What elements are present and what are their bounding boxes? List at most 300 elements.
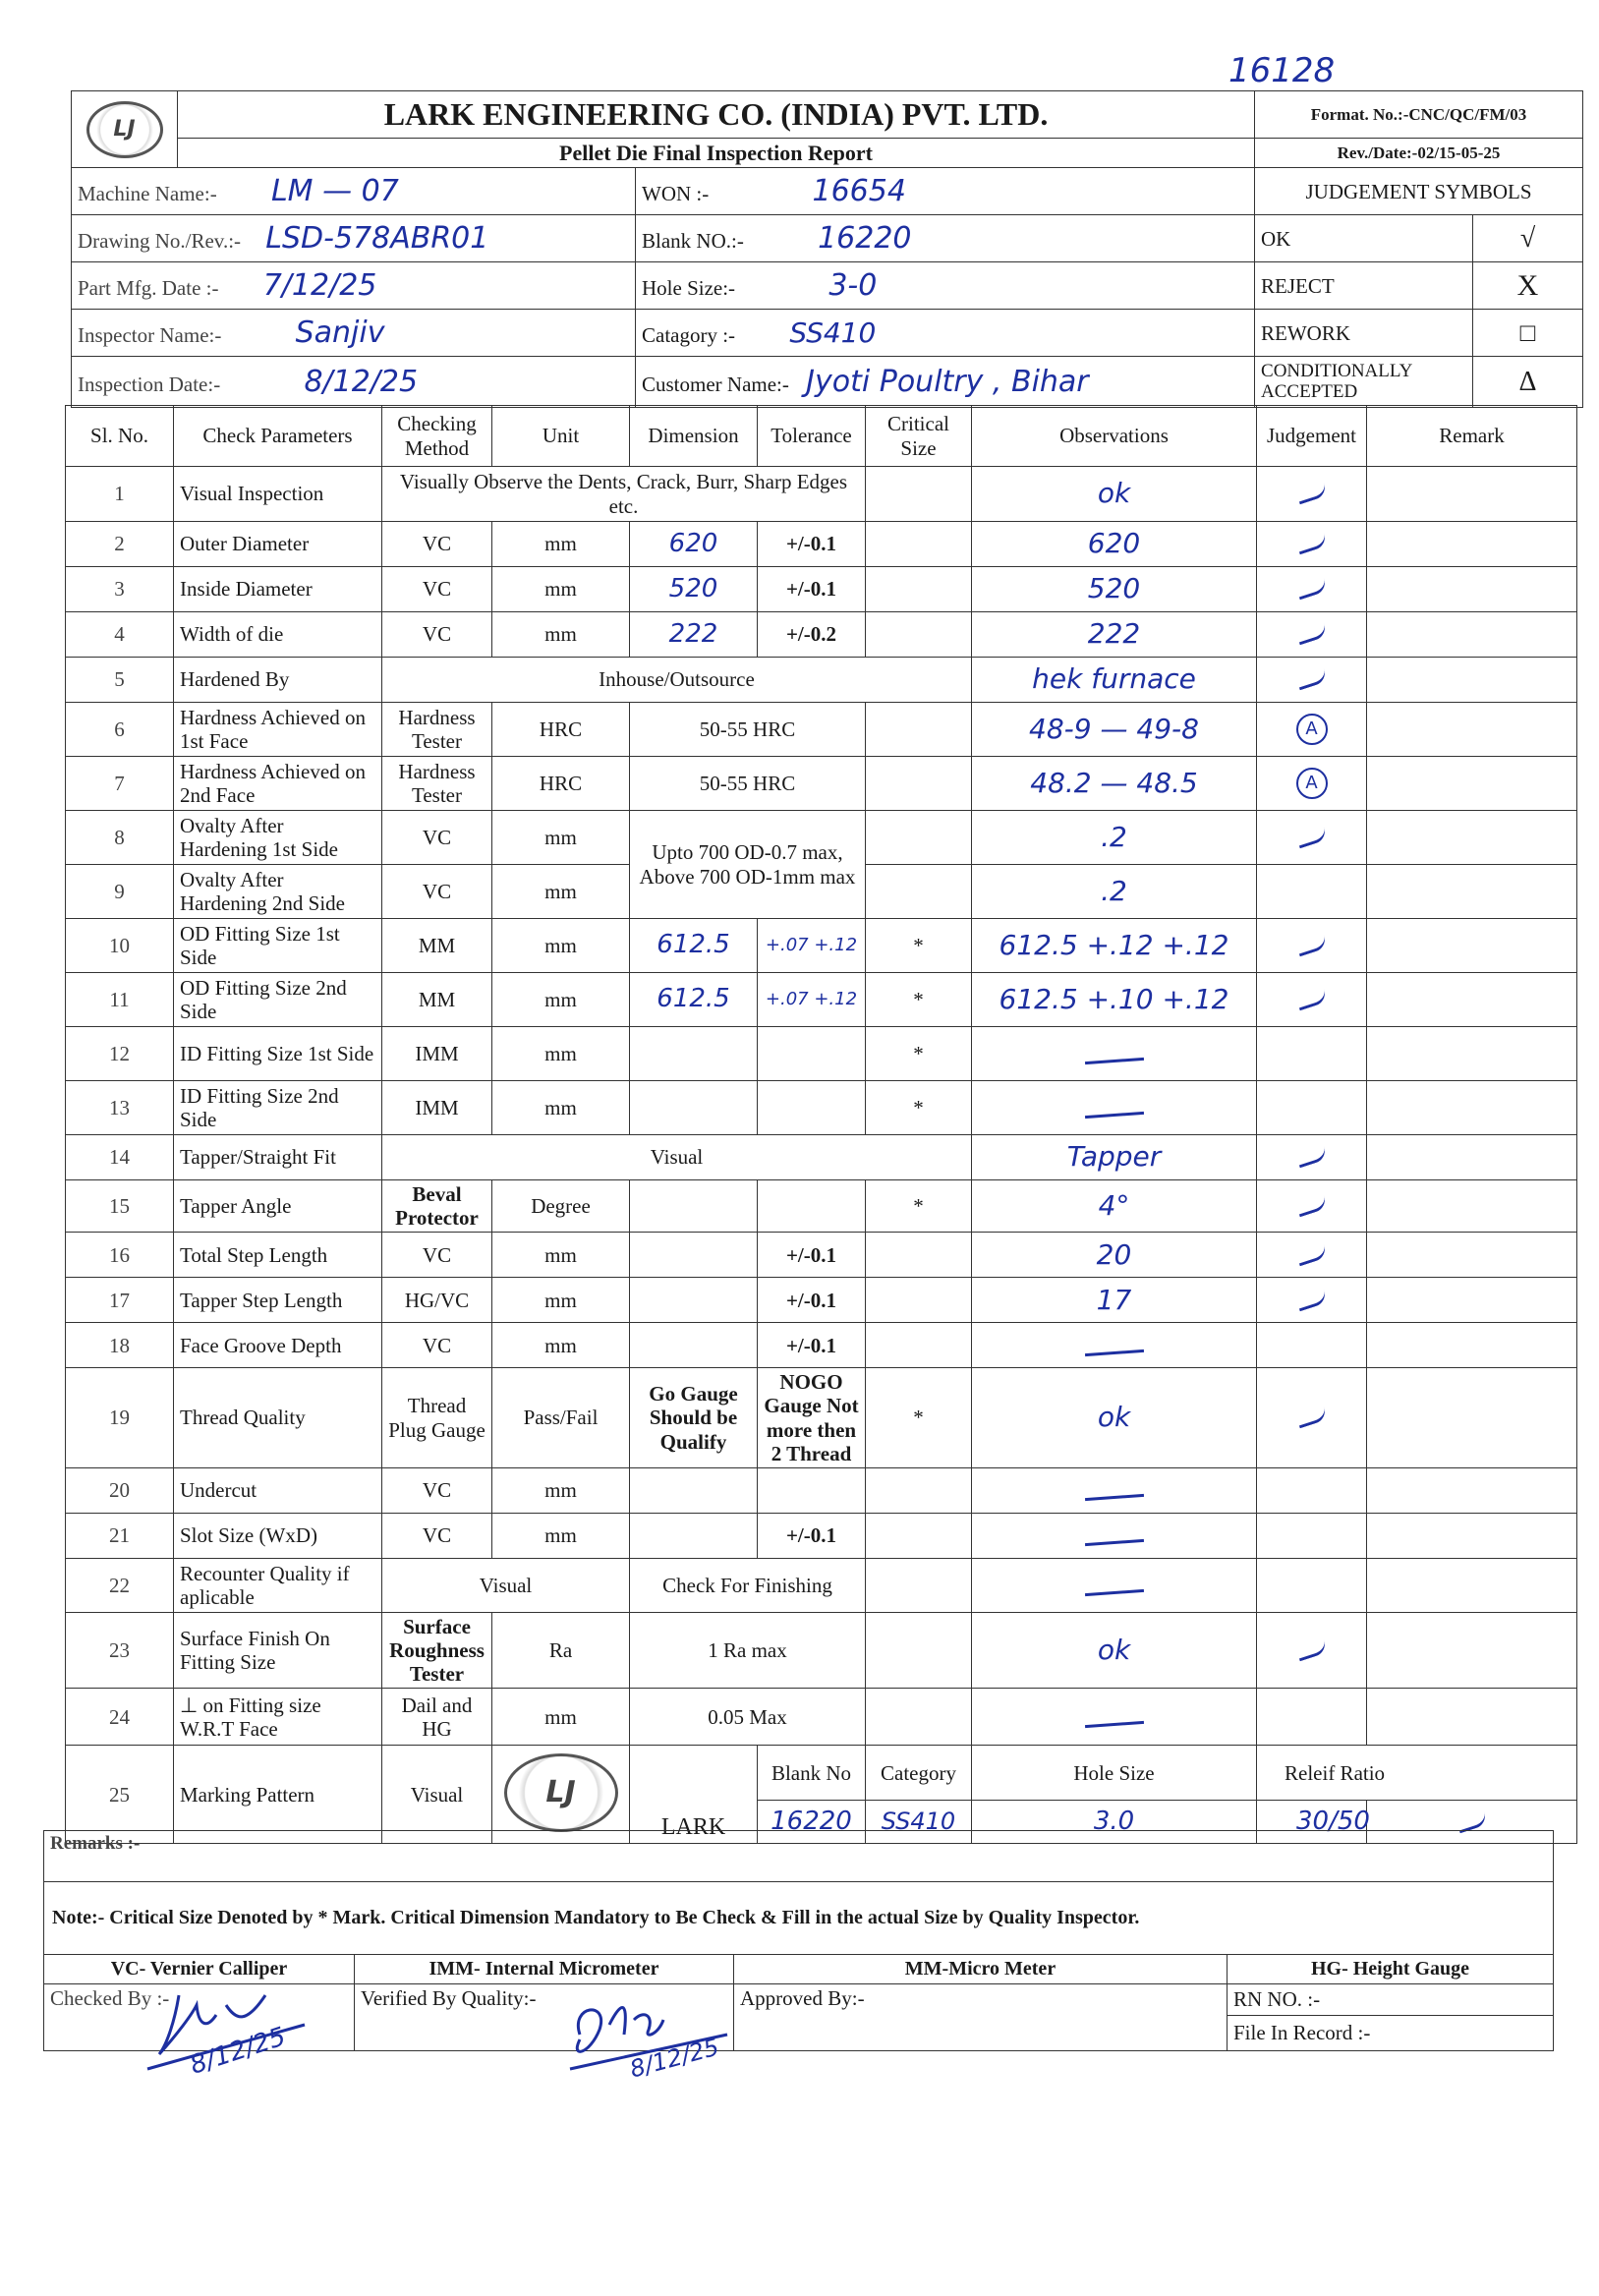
row-observation: 612.5 +.10 +.12: [972, 973, 1257, 1027]
col-header: Check Parameters: [174, 406, 382, 467]
check-mark-icon: [1295, 579, 1328, 601]
row-unit: mm: [492, 973, 630, 1027]
row-parameter: Undercut: [174, 1467, 382, 1513]
report-title: Pellet Die Final Inspection Report: [178, 139, 1255, 168]
row-unit: mm: [492, 1689, 630, 1746]
table-row: [66, 1558, 1577, 1612]
row-dimension: [630, 1323, 758, 1368]
verified-by-label: Verified By Quality:-: [361, 1986, 537, 2010]
row-judgement: [1257, 1612, 1367, 1688]
symbol-label-ok: OK: [1255, 215, 1473, 262]
row-number: 23: [66, 1612, 174, 1688]
row-dimension: 612.5: [630, 919, 758, 973]
row-dimension: [630, 1513, 758, 1558]
row-number: 8: [66, 811, 174, 865]
row-dimension: [630, 1081, 758, 1135]
row-remark: [1367, 1278, 1577, 1323]
won-field: [636, 168, 1255, 215]
row-number: 16: [66, 1233, 174, 1278]
row-number: 22: [66, 1558, 174, 1612]
row-observation: 222: [972, 612, 1257, 658]
machine-name-field: [72, 168, 636, 215]
row-judgement: [1257, 973, 1367, 1027]
check-mark-icon: [1295, 669, 1328, 691]
part-mfg-date-value: 7/12/25: [262, 267, 377, 303]
row-observation: [972, 1323, 1257, 1368]
row-parameter: OD Fitting Size 2nd Side: [174, 973, 382, 1027]
symbol-label-reject: REJECT: [1255, 262, 1473, 310]
inspector-name-label: Inspector Name:-: [78, 322, 222, 347]
row-remark: [1367, 1558, 1577, 1612]
inspector-name-field: [72, 310, 636, 357]
row-observation: 48-9 — 49-8: [972, 703, 1257, 757]
row-method: VC: [382, 1467, 492, 1513]
checked-by-date: 8/12/25: [186, 2022, 290, 2081]
row-observation: .2: [972, 811, 1257, 865]
row-number: 25: [66, 1746, 174, 1844]
row-number: 3: [66, 567, 174, 612]
row-remark: [1367, 865, 1577, 919]
row-remark: [1367, 1323, 1577, 1368]
row-unit: mm: [492, 1081, 630, 1135]
row-remark: [1367, 1135, 1577, 1180]
row-critical: [866, 811, 972, 865]
table-row: [66, 1323, 1577, 1368]
row-remark: [1367, 1368, 1577, 1468]
row-dimension: 222: [630, 612, 758, 658]
row-critical: *: [866, 1180, 972, 1233]
row-judgement: [1257, 1467, 1367, 1513]
row-method: VC: [382, 612, 492, 658]
row-dimension: 520: [630, 567, 758, 612]
row-observation: [972, 1689, 1257, 1746]
row-method: MM: [382, 919, 492, 973]
row-spec: 50-55 HRC: [630, 757, 866, 811]
table-row: [66, 1467, 1577, 1513]
row-number: 21: [66, 1513, 174, 1558]
row-number: 12: [66, 1027, 174, 1081]
row-unit: mm: [492, 919, 630, 973]
check-mark-icon: [1295, 1196, 1328, 1218]
row-judgement: [1257, 1081, 1367, 1135]
row-parameter: Slot Size (WxD): [174, 1513, 382, 1558]
row-spec: Visual: [382, 1135, 972, 1180]
blank-dash-mark: [1084, 1058, 1143, 1064]
row-number: 17: [66, 1278, 174, 1323]
row-dimension: 620: [630, 522, 758, 567]
row-critical: [866, 1323, 972, 1368]
row-spec: 50-55 HRC: [630, 703, 866, 757]
symbol-reject-icon: X: [1473, 262, 1583, 310]
table-row: [66, 1513, 1577, 1558]
row-observation: [972, 1467, 1257, 1513]
table-row: [66, 658, 1577, 703]
company-name: LARK ENGINEERING CO. (INDIA) PVT. LTD.: [178, 91, 1255, 139]
row-observation: [972, 1513, 1257, 1558]
row-observation: ok: [972, 467, 1257, 522]
row-method: Hardness Tester: [382, 757, 492, 811]
table-row: [66, 522, 1577, 567]
row-unit: HRC: [492, 703, 630, 757]
row-remark: [1367, 1689, 1577, 1746]
blank-no-field: [636, 215, 1255, 262]
symbol-label-conditional: CONDITIONALLY ACCEPTED: [1255, 357, 1473, 408]
row-unit: Pass/Fail: [492, 1368, 630, 1468]
check-mark-icon: [1295, 1147, 1328, 1169]
row-unit: mm: [492, 811, 630, 865]
blank-dash-mark: [1084, 1112, 1143, 1119]
verified-by-date: 8/12/25: [626, 2033, 722, 2084]
table-row: [66, 1689, 1577, 1746]
row-judgement: [1257, 1180, 1367, 1233]
row-parameter: Visual Inspection: [174, 467, 382, 522]
row-critical: [866, 567, 972, 612]
row-parameter: Hardened By: [174, 658, 382, 703]
won-label: WON :-: [642, 181, 710, 205]
row-judgement: [1257, 567, 1367, 612]
checked-by-signature: [138, 1976, 334, 2084]
blank-dash-mark: [1084, 1721, 1143, 1728]
row-dimension: Go Gauge Should be Qualify: [630, 1368, 758, 1468]
row-dimension: [630, 1278, 758, 1323]
row-judgement: [1257, 1233, 1367, 1278]
row-method: VC: [382, 1513, 492, 1558]
row-method: Hardness Tester: [382, 703, 492, 757]
row-remark: [1367, 811, 1577, 865]
row-number: 18: [66, 1323, 174, 1368]
check-mark-icon: [1295, 1640, 1328, 1662]
row-remark: [1367, 567, 1577, 612]
row-parameter: Tapper Angle: [174, 1180, 382, 1233]
row-tolerance: +/-0.1: [758, 1278, 866, 1323]
row-observation: Tapper: [972, 1135, 1257, 1180]
row-parameter: Total Step Length: [174, 1233, 382, 1278]
row-critical: [866, 757, 972, 811]
row-parameter: Face Groove Depth: [174, 1323, 382, 1368]
row-parameter: Recounter Quality if aplicable: [174, 1558, 382, 1612]
row-dimension: 612.5: [630, 973, 758, 1027]
row-critical: [866, 1467, 972, 1513]
circled-a-icon: A: [1296, 714, 1328, 745]
blank-dash-mark: [1084, 1539, 1143, 1546]
row-judgement: [1257, 919, 1367, 973]
row-number: 9: [66, 865, 174, 919]
col-header: Critical Size: [866, 406, 972, 467]
col-header: Judgement: [1257, 406, 1367, 467]
table-row: [66, 811, 1577, 865]
row-method: MM: [382, 973, 492, 1027]
row-parameter: Hardness Achieved on 1st Face: [174, 703, 382, 757]
col-header: Unit: [492, 406, 630, 467]
machine-name-label: Machine Name:-: [78, 181, 217, 205]
row-observation: 20: [972, 1233, 1257, 1278]
row-judgement: [1257, 1027, 1367, 1081]
row-critical: [866, 703, 972, 757]
row-tolerance: [758, 1027, 866, 1081]
check-mark-icon: [1295, 1407, 1328, 1429]
row-observation: 612.5 +.12 +.12: [972, 919, 1257, 973]
row-observation: .2: [972, 865, 1257, 919]
table-row: [66, 973, 1577, 1027]
row-judgement: [1257, 1368, 1367, 1468]
row-unit: mm: [492, 1027, 630, 1081]
row-parameter: Ovalty After Hardening 1st Side: [174, 811, 382, 865]
blank-no-value: 16220: [818, 220, 912, 256]
row-remark: [1367, 522, 1577, 567]
row-critical: *: [866, 1027, 972, 1081]
remarks-label: Remarks :-: [44, 1831, 1554, 1882]
company-logo-icon: LJ: [86, 101, 163, 158]
row-tolerance: [758, 1467, 866, 1513]
row-observation: 620: [972, 522, 1257, 567]
customer-name-value: Jyoti Poultry , Bihar: [806, 364, 1089, 399]
row-tolerance: +/-0.2: [758, 612, 866, 658]
row-judgement: [1257, 865, 1367, 919]
table-row: [66, 919, 1577, 973]
hole-size-field: [636, 262, 1255, 310]
row-spec: Check For Finishing: [630, 1558, 866, 1612]
row-spec: Visually Observe the Dents, Crack, Burr, Sharp Edges etc.: [382, 467, 866, 522]
row-observation: 520: [972, 567, 1257, 612]
row-unit: Degree: [492, 1180, 630, 1233]
row-observation: ok: [972, 1612, 1257, 1688]
row-critical: *: [866, 1081, 972, 1135]
col-header: Tolerance: [758, 406, 866, 467]
inspection-date-label: Inspection Date:-: [78, 372, 221, 396]
table-row: [66, 1368, 1577, 1468]
company-logo-cell: [72, 91, 178, 168]
table-row: [66, 1180, 1577, 1233]
row-tolerance: [758, 1180, 866, 1233]
row-unit: mm: [492, 865, 630, 919]
row-tolerance: +.07 +.12: [758, 973, 866, 1027]
row-method: VC: [382, 1323, 492, 1368]
row-method: IMM: [382, 1081, 492, 1135]
drawing-no-field: [72, 215, 636, 262]
legend-mm: MM-Micro Meter: [734, 1955, 1228, 1984]
row-method: Surface Roughness Tester: [382, 1612, 492, 1688]
row-remark: [1367, 973, 1577, 1027]
row-observation: 4°: [972, 1180, 1257, 1233]
row-judgement: [1257, 1323, 1367, 1368]
row-method: Dail and HG: [382, 1689, 492, 1746]
row-tolerance: [758, 1081, 866, 1135]
circled-a-icon: A: [1296, 768, 1328, 799]
blank-dash-mark: [1084, 1349, 1143, 1356]
inspection-date-field: [72, 357, 636, 408]
table-row: [66, 1135, 1577, 1180]
row-remark: [1367, 1467, 1577, 1513]
row-method: Visual: [382, 1746, 492, 1844]
table-row: [66, 1027, 1577, 1081]
col-header: Checking Method: [382, 406, 492, 467]
table-body: [66, 467, 1577, 1746]
row-method: Thread Plug Gauge: [382, 1368, 492, 1468]
check-mark-icon: [1295, 534, 1328, 555]
symbol-conditional-icon: Δ: [1473, 357, 1583, 408]
part-mfg-date-label: Part Mfg. Date :-: [78, 275, 219, 300]
checked-by-label: Checked By :-: [50, 1986, 170, 2010]
row-critical: [866, 1612, 972, 1688]
rn-no-field: RN NO. :-: [1228, 1984, 1554, 2016]
row-critical: [866, 1278, 972, 1323]
col-header: Observations: [972, 406, 1257, 467]
row-tolerance: +/-0.1: [758, 522, 866, 567]
approved-by-cell: [734, 1984, 1228, 2051]
row-number: 1: [66, 467, 174, 522]
row-judgement: [1257, 467, 1367, 522]
blank-dash-mark: [1084, 1494, 1143, 1501]
row-number: 6: [66, 703, 174, 757]
row-critical: [866, 1513, 972, 1558]
row-tolerance: +/-0.1: [758, 1513, 866, 1558]
row-method: VC: [382, 1233, 492, 1278]
row-method: VC: [382, 522, 492, 567]
row-number: 10: [66, 919, 174, 973]
marking-logo-icon: LJ: [504, 1753, 618, 1832]
judgement-symbols-title: JUDGEMENT SYMBOLS: [1255, 168, 1583, 215]
hole-size-label: Hole Size:-: [642, 275, 736, 300]
row-number: 20: [66, 1467, 174, 1513]
marking-lark-text: LARK: [630, 1746, 758, 1844]
row-judgement: [1257, 658, 1367, 703]
top-handwritten-note: 16128: [1228, 51, 1336, 90]
row-tolerance: +/-0.1: [758, 1323, 866, 1368]
check-mark-icon: [1295, 990, 1328, 1011]
category-value: SS410: [789, 316, 877, 349]
row-method: VC: [382, 865, 492, 919]
row-number: 19: [66, 1368, 174, 1468]
row-unit: mm: [492, 567, 630, 612]
row-spec: 0.05 Max: [630, 1689, 866, 1746]
row-remark: [1367, 658, 1577, 703]
row-parameter: Tapper Step Length: [174, 1278, 382, 1323]
symbol-label-rework: REWORK: [1255, 310, 1473, 357]
row-unit: mm: [492, 1233, 630, 1278]
marking-value: 3.0: [972, 1801, 1257, 1844]
table-row: [66, 1233, 1577, 1278]
row-unit: HRC: [492, 757, 630, 811]
row-spec: Inhouse/Outsource: [382, 658, 972, 703]
row-remark: [1367, 1513, 1577, 1558]
marking-label: Category: [866, 1746, 972, 1801]
row-judgement: [1257, 1513, 1367, 1558]
table-row: [66, 1081, 1577, 1135]
blank-dash-mark: [1084, 1589, 1143, 1596]
row-number: 11: [66, 973, 174, 1027]
row-number: 24: [66, 1689, 174, 1746]
row-remark: [1367, 1180, 1577, 1233]
table-row: [66, 1612, 1577, 1688]
approved-by-label: Approved By:-: [740, 1986, 865, 2010]
row-method: IMM: [382, 1027, 492, 1081]
row-spec: 1 Ra max: [630, 1612, 866, 1688]
format-number: Format. No.:-CNC/QC/FM/03: [1255, 91, 1583, 139]
row-tolerance: +/-0.1: [758, 1233, 866, 1278]
row-number: 15: [66, 1180, 174, 1233]
critical-size-note: Note:- Critical Size Denoted by * Mark. Critical Dimension Mandatory to Be Check & Fill in the actual Size by Quality Inspector.: [44, 1882, 1554, 1955]
row-critical: *: [866, 973, 972, 1027]
row-remark: [1367, 1081, 1577, 1135]
row-tolerance: NOGO Gauge Not more then 2 Thread: [758, 1368, 866, 1468]
marking-label: Blank No: [758, 1746, 866, 1801]
row-dimension: [630, 1180, 758, 1233]
inspection-table: [65, 405, 1577, 1844]
row-parameter: Inside Diameter: [174, 567, 382, 612]
row-critical: [866, 522, 972, 567]
row-unit: Ra: [492, 1612, 630, 1688]
row-judgement: [1257, 1558, 1367, 1612]
row-method: HG/VC: [382, 1278, 492, 1323]
category-field: [636, 310, 1255, 357]
row-critical: *: [866, 1368, 972, 1468]
check-mark-icon: [1295, 1290, 1328, 1311]
marking-row-top: [66, 1746, 1577, 1801]
row-unit: mm: [492, 1467, 630, 1513]
part-mfg-date-field: [72, 262, 636, 310]
category-label: Catagory :-: [642, 322, 736, 347]
row-unit: mm: [492, 1513, 630, 1558]
row-number: 13: [66, 1081, 174, 1135]
row-unit: mm: [492, 1323, 630, 1368]
row-parameter: Ovalty After Hardening 2nd Side: [174, 865, 382, 919]
row-judgement: [1257, 1135, 1367, 1180]
row-dimension: [630, 1233, 758, 1278]
row-observation: 48.2 — 48.5: [972, 757, 1257, 811]
row-parameter: Tapper/Straight Fit: [174, 1135, 382, 1180]
row-judgement: [1257, 1278, 1367, 1323]
check-mark-icon: [1295, 624, 1328, 646]
row-critical: *: [866, 919, 972, 973]
check-mark-icon: [1295, 828, 1328, 849]
marking-value: 16220: [758, 1801, 866, 1844]
row-observation: [972, 1027, 1257, 1081]
row-critical: [866, 865, 972, 919]
col-header: Sl. No.: [66, 406, 174, 467]
table-row: [66, 703, 1577, 757]
row-judgement: [1257, 1689, 1367, 1746]
row-method: Beval Protector: [382, 1180, 492, 1233]
col-header: Dimension: [630, 406, 758, 467]
row-tolerance: +.07 +.12: [758, 919, 866, 973]
symbol-ok-icon: √: [1473, 215, 1583, 262]
table-row: [66, 567, 1577, 612]
legend-hg: HG- Height Gauge: [1228, 1955, 1554, 1984]
row-parameter: Surface Finish On Fitting Size: [174, 1612, 382, 1688]
row-parameter: ⊥ on Fitting size W.R.T Face: [174, 1689, 382, 1746]
row-dimension: [630, 1467, 758, 1513]
row-parameter: ID Fitting Size 2nd Side: [174, 1081, 382, 1135]
symbol-rework-icon: □: [1473, 310, 1583, 357]
row-number: 14: [66, 1135, 174, 1180]
row-observation: hek furnace: [972, 658, 1257, 703]
row-unit: mm: [492, 1278, 630, 1323]
marking-logo-cell: [492, 1746, 630, 1844]
drawing-no-value: LSD-578ABR01: [265, 220, 489, 256]
row-remark: [1367, 612, 1577, 658]
legend-imm: IMM- Internal Micrometer: [355, 1955, 734, 1984]
blank-no-label: Blank NO.:-: [642, 228, 744, 253]
row-number: 7: [66, 757, 174, 811]
row-method: Visual: [382, 1558, 630, 1612]
marking-label: Releif Ratio: [1257, 1746, 1577, 1801]
drawing-no-label: Drawing No./Rev.:-: [78, 228, 242, 253]
table-row: [66, 757, 1577, 811]
row-parameter: Hardness Achieved on 2nd Face: [174, 757, 382, 811]
customer-name-field: [636, 357, 1255, 408]
row-critical: [866, 467, 972, 522]
table-row: [66, 612, 1577, 658]
